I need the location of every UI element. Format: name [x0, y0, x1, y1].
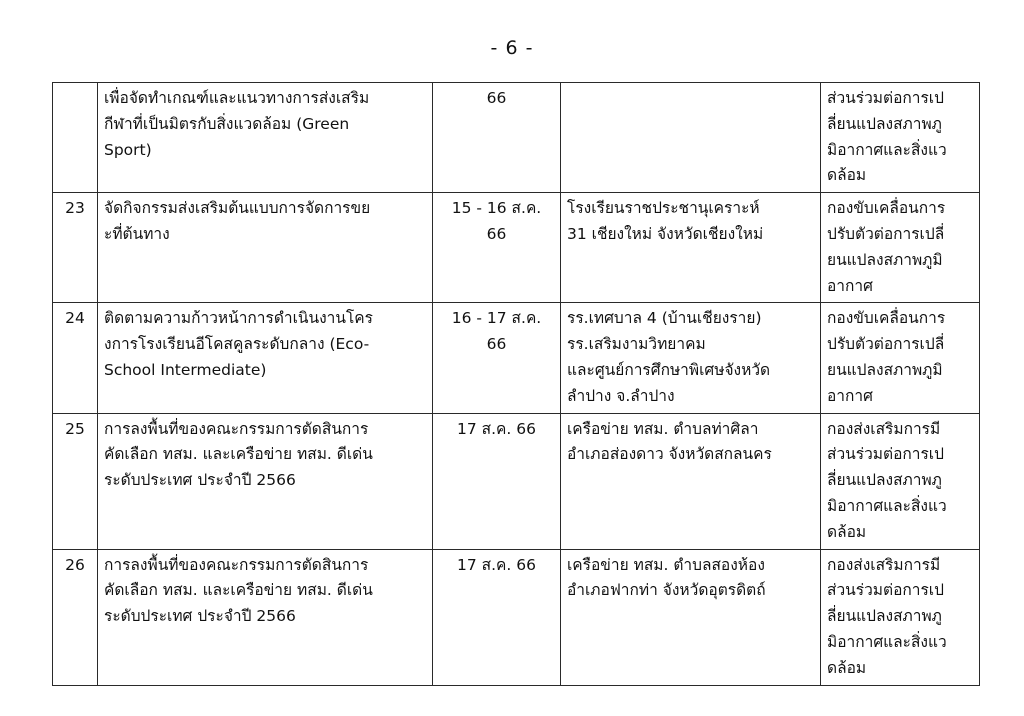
table-row: [53, 193, 980, 303]
activity-cell: การลงพื้นที่ของคณะกรรมการตัดสินการ คัดเลือก ทสม. และเครือข่าย ทสม. ดีเด่น ระดับประเทศ ประจำปี 2566: [98, 549, 433, 685]
activity-cell: จัดกิจกรรมส่งเสริมต้นแบบการจัดการขย ะที่ต้นทาง: [98, 193, 433, 303]
row-number-cell: 24: [53, 303, 98, 413]
location-cell: เครือข่าย ทสม. ตำบลท่าศิลา อำเภอส่องดาว จังหวัดสกลนคร: [561, 413, 821, 549]
page-number: - 6 -: [490, 37, 534, 59]
date-cell: 17 ส.ค. 66: [433, 549, 561, 685]
location-cell: โรงเรียนราชประชานุเคราะห์ 31 เชียงใหม่ จังหวัดเชียงใหม่: [561, 193, 821, 303]
activity-cell: เพื่อจัดทำเกณฑ์และแนวทางการส่งเสริม กีฬาที่เป็นมิตรกับสิ่งแวดล้อม (Green Sport): [98, 83, 433, 193]
responsible-unit-cell: กองส่งเสริมการมี ส่วนร่วมต่อการเป ลี่ยนแปลงสภาพภู มิอากาศและสิ่งแว ดล้อม: [821, 549, 980, 685]
table-row: [53, 549, 980, 685]
row-number-cell: [53, 83, 98, 193]
row-number-cell: 23: [53, 193, 98, 303]
responsible-unit-cell: กองส่งเสริมการมี ส่วนร่วมต่อการเป ลี่ยนแปลงสภาพภู มิอากาศและสิ่งแว ดล้อม: [821, 413, 980, 549]
row-number-cell: 26: [53, 549, 98, 685]
date-cell: 66: [433, 83, 561, 193]
location-cell: รร.เทศบาล 4 (บ้านเชียงราย) รร.เสริมงามวิทยาคม และศูนย์การศึกษาพิเศษจังหวัด ลำปาง จ.ลำปาง: [561, 303, 821, 413]
date-cell: 17 ส.ค. 66: [433, 413, 561, 549]
activity-cell: การลงพื้นที่ของคณะกรรมการตัดสินการ คัดเลือก ทสม. และเครือข่าย ทสม. ดีเด่น ระดับประเทศ ประจำปี 2566: [98, 413, 433, 549]
responsible-unit-cell: กองขับเคลื่อนการ ปรับตัวต่อการเปลี่ ยนแปลงสภาพภูมิ อากาศ: [821, 303, 980, 413]
responsible-unit-cell: กองขับเคลื่อนการ ปรับตัวต่อการเปลี่ ยนแปลงสภาพภูมิ อากาศ: [821, 193, 980, 303]
activity-table: [52, 82, 980, 686]
date-cell: 16 - 17 ส.ค. 66: [433, 303, 561, 413]
date-cell: 15 - 16 ส.ค. 66: [433, 193, 561, 303]
location-cell: [561, 83, 821, 193]
row-number-cell: 25: [53, 413, 98, 549]
table-row: [53, 83, 980, 193]
table-row: [53, 413, 980, 549]
activity-cell: ติดตามความก้าวหน้าการดำเนินงานโคร งการโรงเรียนอีโคสคูลระดับกลาง (Eco- School Intermediate): [98, 303, 433, 413]
responsible-unit-cell: ส่วนร่วมต่อการเป ลี่ยนแปลงสภาพภู มิอากาศและสิ่งแว ดล้อม: [821, 83, 980, 193]
table-row: [53, 303, 980, 413]
location-cell: เครือข่าย ทสม. ตำบลสองห้อง อำเภอฟากท่า จังหวัดอุตรดิตถ์: [561, 549, 821, 685]
